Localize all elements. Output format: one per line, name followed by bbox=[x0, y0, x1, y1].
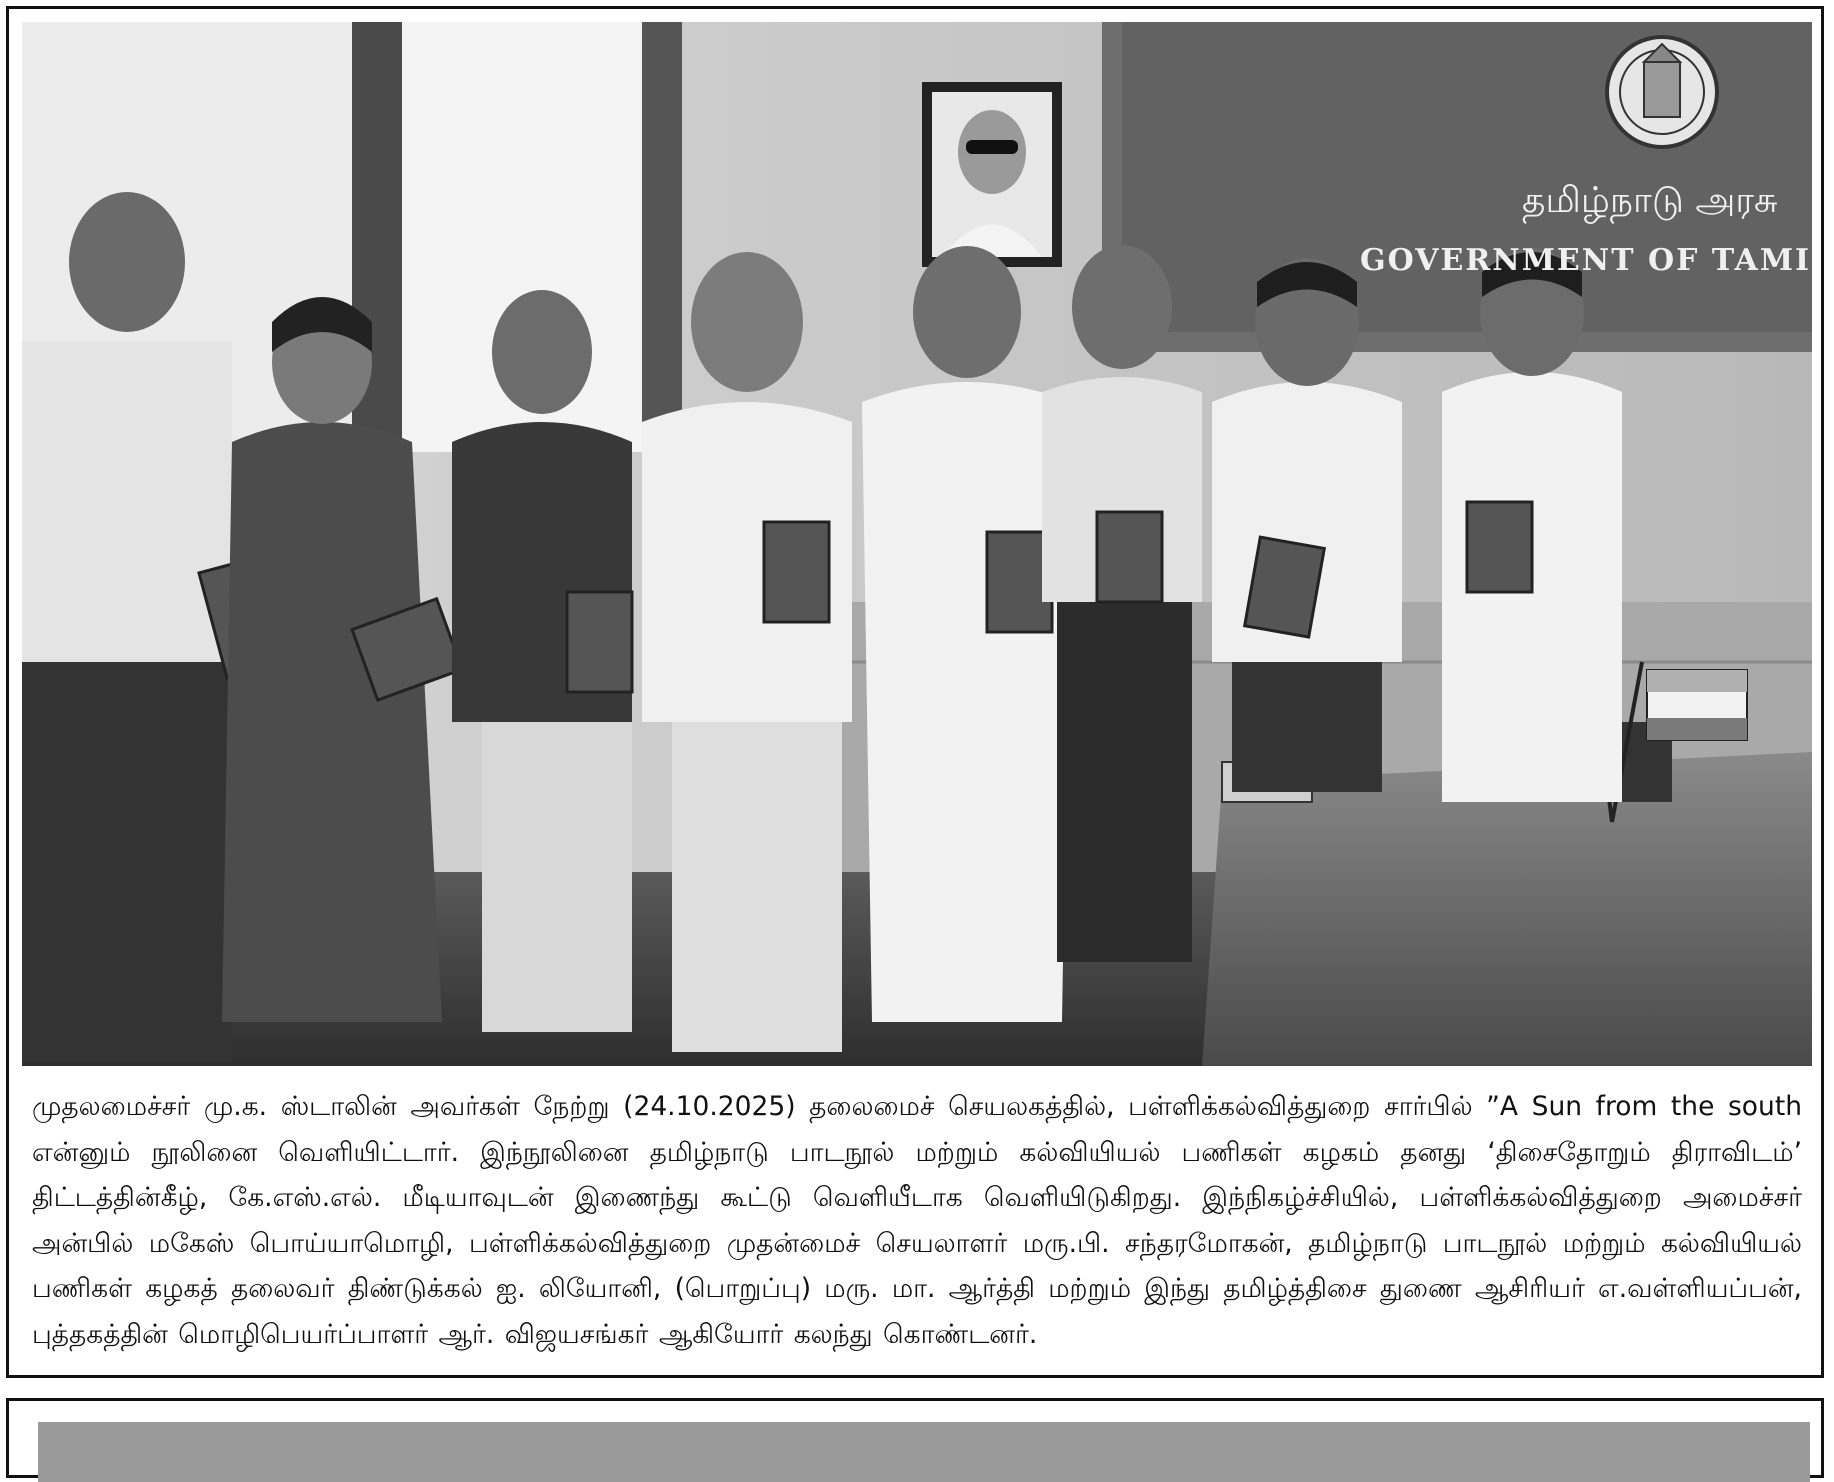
news-photo bbox=[22, 22, 1812, 1066]
next-article-photo bbox=[38, 1422, 1810, 1482]
photo-illustration bbox=[22, 22, 1812, 1066]
wall-text-english: GOVERNMENT OF TAMI bbox=[1360, 243, 1812, 278]
wall-text-tamil: தமிழ்நாடு அரசு bbox=[1522, 180, 1778, 221]
photo-caption: முதலமைச்சர் மு.க. ஸ்டாலின் அவர்கள் நேற்று (24.10.2025) தலைமைச் செயலகத்தில், பள்ளிக்கல்வித்துறை சார்பில் ”A Sun from the south என்னும் நூலினை வெளியிட்டார். இந்நூலினை தமிழ்நாடு பாடநூல் மற்றும் கல்வியியல் பணிகள் கழகம் தனது ‘திசைதோறும் திராவிடம்’ திட்டத்தின்கீழ், கே.எஸ்.எல். மீடியாவுடன் இணைந்து கூட்டு வெளியீடாக வெளியிடுகிறது. இந்நிகழ்ச்சியில், பள்ளிக்கல்வித்துறை அமைச்சர் அன்பில் மகேஸ் பொய்யாமொழி, பள்ளிக்கல்வித்துறை முதன்மைச் செயலாளர் மரு.பி. சந்தரமோகன், தமிழ்நாடு பாடநூல் மற்றும் கல்வியியல் பணிகள் கழகத் தலைவர் திண்டுக்கல் ஐ. லியோனி, (பொறுப்பு) மரு. மா. ஆர்த்தி மற்றும் இந்து தமிழ்த்திசை துணை ஆசிரியர் எ.வள்ளியப்பன், புத்தகத்தின் மொழிபெயர்ப்பாளர் ஆர். விஜயசங்கர் ஆகியோர் கலந்து கொண்டனர். bbox=[32, 1091, 1802, 1350]
tamil-nadu-emblem bbox=[1607, 37, 1717, 147]
framed-portrait bbox=[922, 82, 1062, 267]
